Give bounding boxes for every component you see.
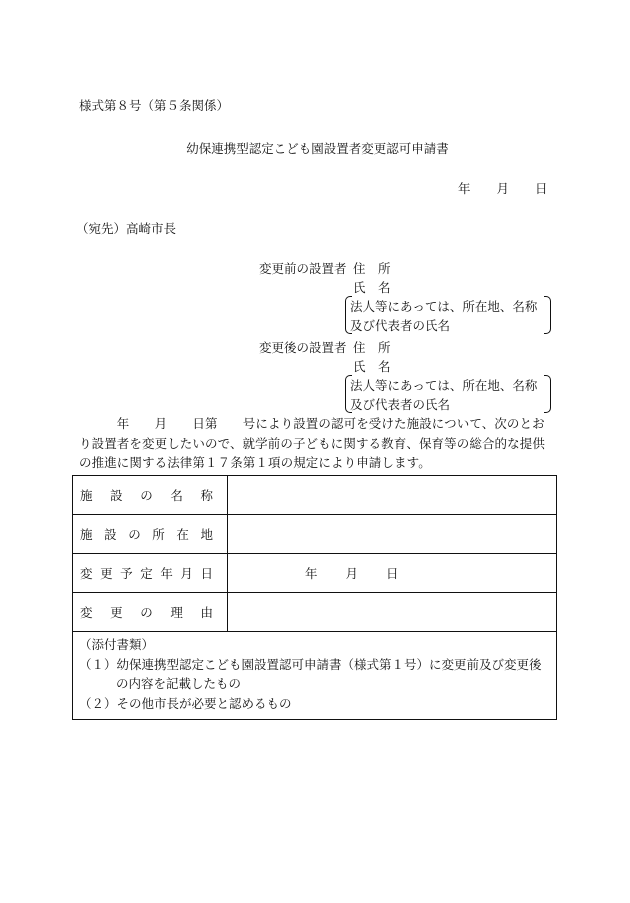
change-reason-label: 変更の理由	[73, 593, 228, 632]
date-day: 日	[535, 181, 548, 196]
attachment-item-2: （２）その他市長が必要と認めるもの	[79, 695, 292, 711]
document-title: 幼保連携型認定こども園設置者変更認可申請書	[186, 141, 449, 156]
date-year: 年	[458, 181, 471, 196]
before-corporate-note	[345, 296, 551, 334]
form-number: 様式第８号（第５条関係）	[79, 98, 230, 113]
facility-location-field[interactable]	[228, 515, 557, 554]
note-line-2: 及び代表者の氏名	[350, 318, 451, 333]
facility-location-label: 施設の所在地	[73, 515, 228, 554]
change-date-day: 日	[386, 566, 399, 581]
change-date-month: 月	[345, 566, 359, 581]
table-row	[73, 593, 557, 632]
application-statement: 年 月 日第 号により設置の認可を受けた施設について、次のとおり設置者を変更したいので、就学前の子どもに関する教育、保育等の総合的な提供の推進に関する法律第１７条第１項の規定により申請します。	[79, 416, 545, 470]
before-name-label: 氏 名	[353, 280, 391, 295]
application-date	[458, 179, 548, 197]
note-line-1: 法人等にあっては、所在地、名称	[350, 378, 538, 393]
note-line-2: 及び代表者の氏名	[350, 397, 451, 412]
application-table	[72, 475, 557, 720]
bracket-right	[544, 296, 551, 334]
change-date-year: 年	[305, 566, 318, 581]
before-address-label: 住 所	[353, 261, 391, 276]
note-line-1: 法人等にあっては、所在地、名称	[350, 299, 538, 314]
change-date-label: 変更予定年月日	[73, 554, 228, 593]
table-row	[73, 632, 557, 720]
attachments-heading: （添付書類）	[79, 637, 155, 652]
attachment-item-1: （１）幼保連携型認定こども園設置認可申請書（様式第１号）に変更前及び変更後の内容を記載したもの	[79, 656, 542, 691]
change-date-field[interactable]	[228, 554, 557, 593]
table-row	[73, 515, 557, 554]
attachments-section	[73, 632, 557, 720]
table-row	[73, 554, 557, 593]
facility-name-label: 施設の名称	[73, 476, 228, 515]
before-applicant-label: 変更前の設置者	[259, 261, 347, 276]
bracket-right	[544, 375, 551, 413]
after-corporate-note	[345, 375, 551, 413]
addressee: （宛先）高崎市長	[76, 221, 177, 236]
table-row	[73, 476, 557, 515]
after-address-label: 住 所	[353, 340, 391, 355]
after-name-label: 氏 名	[353, 359, 391, 374]
facility-name-field[interactable]	[228, 476, 557, 515]
date-month: 月	[496, 181, 510, 196]
change-reason-field[interactable]	[228, 593, 557, 632]
after-applicant-label: 変更後の設置者	[259, 340, 347, 355]
